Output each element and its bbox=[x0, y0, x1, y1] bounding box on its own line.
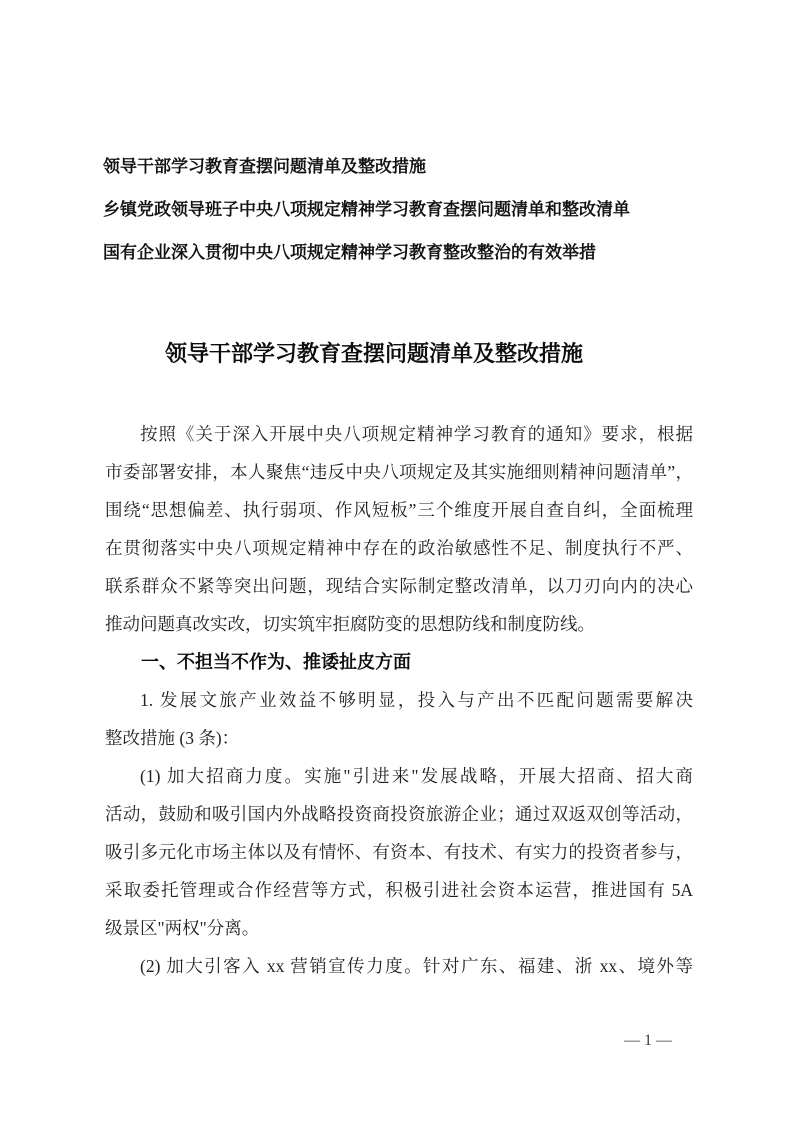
document-title: 领导干部学习教育查摆问题清单及整改措施 bbox=[164, 341, 583, 366]
body-line: 级景区"两权"分离。 bbox=[105, 918, 260, 938]
related-doc-title: 领导干部学习教育查摆问题清单及整改措施 bbox=[103, 157, 426, 176]
related-doc-title: 乡镇党政领导班子中央八项规定精神学习教育查摆问题清单和整改清单 bbox=[103, 200, 630, 219]
related-doc-list bbox=[103, 145, 695, 274]
body-line: 市委部署安排，本人聚焦“违反中央八项规定及其实施细则精神问题清单”， bbox=[105, 462, 693, 482]
body-line: (2) 加大引客入 xx 营销宣传力度。针对广东、福建、浙 xx、境外等 bbox=[140, 956, 693, 976]
body-line: 吸引多元化市场主体以及有情怀、有资本、有技术、有实力的投资者参与， bbox=[105, 842, 693, 862]
body-line: 采取委托管理或合作经营等方式，积极引进社会资本运营，推进国有 5A bbox=[105, 880, 693, 900]
body-line: 整改措施 (3 条)： bbox=[105, 728, 240, 748]
body-line: 推动问题真改实改，切实筑牢拒腐防变的思想防线和制度防线。 bbox=[105, 614, 595, 634]
body-line: 联系群众不紧等突出问题，现结合实际制定整改清单，以刀刃向内的决心 bbox=[105, 576, 693, 596]
section-heading: 一、不担当不作为、推诿扯皮方面 bbox=[141, 652, 411, 672]
body-line: (1) 加大招商力度。实施"引进来"发展战略，开展大招商、招大商 bbox=[140, 766, 693, 786]
body-line: 在贯彻落实中央八项规定精神中存在的政治敏感性不足、制度执行不严、 bbox=[105, 538, 693, 558]
body-line: 按照《关于深入开展中央八项规定精神学习教育的通知》要求，根据 bbox=[140, 424, 693, 444]
page-number: — 1 — bbox=[624, 1032, 672, 1049]
body-line: 1. 发展文旅产业效益不够明显，投入与产出不匹配问题需要解决 bbox=[140, 690, 693, 710]
body-line: 围绕“思想偏差、执行弱项、作风短板”三个维度开展自查自纠，全面梳理 bbox=[105, 500, 693, 520]
related-doc-title: 国有企业深入贯彻中央八项规定精神学习教育整改整治的有效举措 bbox=[103, 243, 596, 262]
body-line: 活动，鼓励和吸引国内外战略投资商投资旅游企业；通过双返双创等活动， bbox=[105, 804, 693, 824]
document-body bbox=[105, 415, 693, 985]
